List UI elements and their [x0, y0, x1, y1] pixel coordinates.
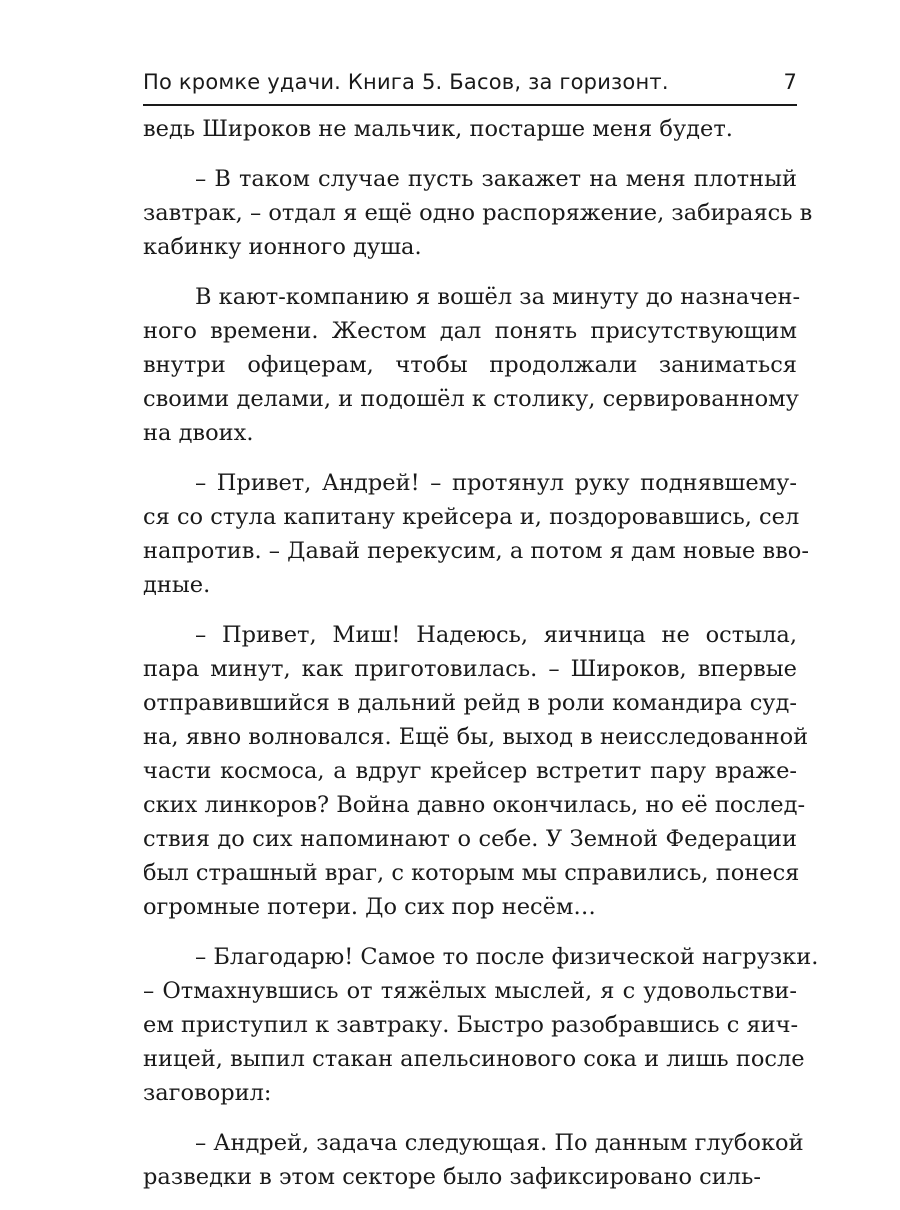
text-line: – Привет, Андрей! – протянул руку поднявшему-: [195, 470, 797, 496]
text-line: напротив. – Давай перекусим, а потом я дам новые вво-: [143, 538, 809, 564]
text-line: кабинку ионного душа.: [143, 234, 422, 260]
text-line: – В таком случае пусть закажет на меня плотный: [195, 166, 797, 192]
paragraph: [143, 1126, 804, 1194]
text-line: был страшный враг, с которым мы справились, понеся: [143, 860, 800, 886]
page-number: 7: [783, 70, 797, 94]
paragraph: [143, 618, 809, 924]
text-line: ного времени. Жестом дал понять присутствующим: [143, 318, 797, 344]
text-line: ствия до сих напоминают о себе. У Земной Федерации: [143, 826, 797, 852]
text-line: отправившийся в дальний рейд в роли командира суд-: [143, 690, 797, 716]
paragraph: [143, 466, 809, 602]
text-line: внутри офицерам, чтобы продолжали заниматься: [143, 352, 797, 378]
text-line: части космоса, а вдруг крейсер встретит пару враже-: [143, 758, 797, 784]
text-line: – Привет, Миш! Надеюсь, яичница не остыла,: [195, 622, 797, 648]
text-line: на, явно волновался. Ещё бы, выход в неисследованной: [143, 724, 809, 750]
text-line: заговорил:: [143, 1080, 272, 1106]
text-line: ся со стула капитану крейсера и, поздоровавшись, сел: [143, 504, 800, 530]
text-line: огромные потери. До сих пор несём…: [143, 894, 596, 920]
text-line: – Андрей, задача следующая. По данным глубокой: [195, 1130, 804, 1156]
text-line: дные.: [143, 572, 211, 598]
body-text: [143, 112, 819, 1210]
header-rule: [143, 104, 797, 106]
paragraph: [143, 280, 801, 450]
text-line: разведки в этом секторе было зафиксировано силь-: [143, 1164, 761, 1190]
book-title: По кромке удачи. Книга 5. Басов, за горизонт.: [143, 70, 669, 94]
text-line: – Отмахнувшись от тяжёлых мыслей, я с удовольстви-: [143, 978, 797, 1004]
paragraph: [143, 162, 813, 264]
text-line: ских линкоров? Война давно окончилась, но её послед-: [143, 792, 806, 818]
text-line: ницей, выпил стакан апельсинового сока и лишь после: [143, 1046, 805, 1072]
running-header: [143, 70, 797, 106]
paragraph: [143, 112, 797, 146]
text-line: В кают-компанию я вошёл за минуту до назначен-: [195, 284, 801, 310]
text-line: на двоих.: [143, 420, 254, 446]
text-line: ем приступил к завтраку. Быстро разобравшись с яич-: [143, 1012, 799, 1038]
text-line: пара минут, как приготовилась. – Широков, впервые: [143, 656, 797, 682]
text-line: – Благодарю! Самое то после физической нагрузки.: [195, 944, 819, 970]
text-line: завтрак, – отдал я ещё одно распоряжение, забираясь в: [143, 200, 813, 226]
paragraph: [143, 940, 819, 1110]
text-line: своими делами, и подошёл к столику, сервированному: [143, 386, 799, 412]
text-line: ведь Широков не мальчик, постарше меня будет.: [143, 116, 733, 142]
